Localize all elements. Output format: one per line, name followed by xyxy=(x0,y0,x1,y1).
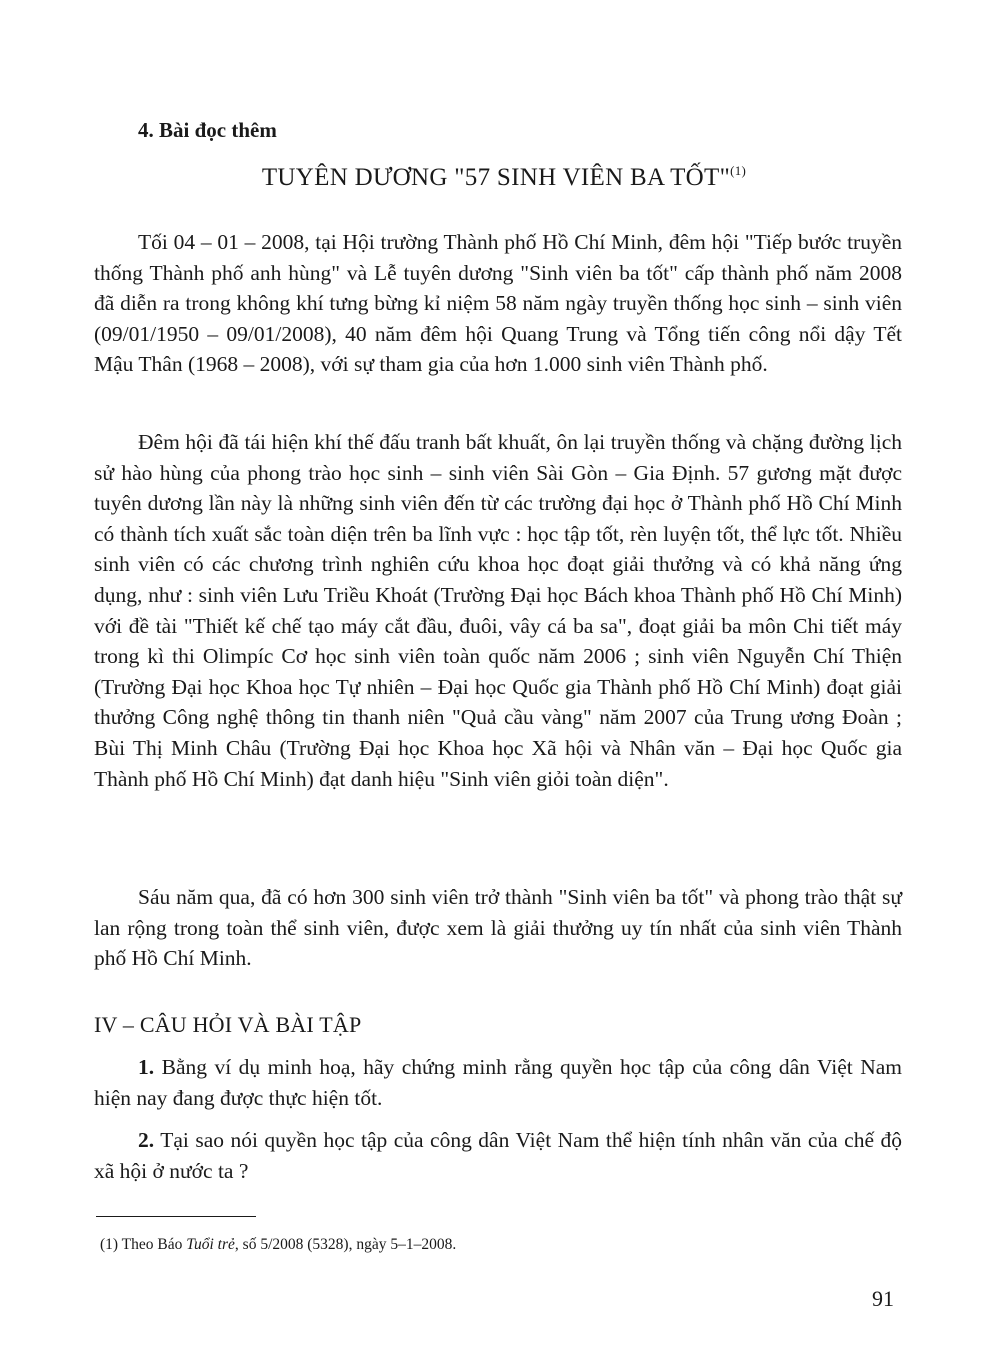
title-footnote-marker: (1) xyxy=(730,163,747,178)
article-paragraph-1: Tối 04 – 01 – 2008, tại Hội trường Thành phố Hồ Chí Minh, đêm hội "Tiếp bước truyền thống Thành phố anh hùng" và Lễ tuyên dương "Sinh viên ba tốt" cấp thành phố năm 2008 đã diễn ra trong không khí tưng bừng kỉ niệm 58 năm ngày truyền thống học sinh – sinh viên (09/01/1950 – 09/01/2008), 40 năm đêm hội Quang Trung và Tổng tiến công nổi dậy Tết Mậu Thân (1968 – 2008), với sự tham gia của hơn 1.000 sinh viên Thành phố. xyxy=(94,230,902,377)
article-title-text: TUYÊN DƯƠNG "57 SINH VIÊN BA TỐT" xyxy=(261,164,731,191)
question-1-text: Bằng ví dụ minh hoạ, hãy chứng minh rằng quyền học tập của công dân Việt Nam hiện nay đang được thực hiện tốt. xyxy=(94,1055,902,1110)
question-1-number: 1. xyxy=(138,1055,155,1079)
question-2 xyxy=(94,1125,902,1186)
question-2-number: 2. xyxy=(138,1128,155,1152)
article-paragraph-3: Sáu năm qua, đã có hơn 300 sinh viên trở thành "Sinh viên ba tốt" và phong trào thật sự lan rộng trong toàn thể sinh viên, được xem là giải thưởng uy tín nhất của sinh viên Thành phố Hồ Chí Minh. xyxy=(94,885,902,971)
footnote-source: Tuổi trẻ xyxy=(186,1236,235,1253)
footnote-suffix: , số 5/2008 (5328), ngày 5–1–2008. xyxy=(234,1236,457,1253)
footnote xyxy=(100,1236,456,1254)
page-number: 91 xyxy=(872,1286,894,1311)
footnote-divider xyxy=(96,1216,256,1217)
question-2-text: Tại sao nói quyền học tập của công dân Việt Nam thể hiện tính nhân văn của chế độ xã hội ở nước ta ? xyxy=(94,1128,902,1183)
questions-heading: IV – CÂU HỎI VÀ BÀI TẬP xyxy=(94,1012,362,1037)
question-1 xyxy=(94,1052,902,1113)
article-paragraph-2: Đêm hội đã tái hiện khí thế đấu tranh bất khuất, ôn lại truyền thống và chặng đường lịch sử hào hùng của phong trào học sinh – sinh viên Sài Gòn – Gia Định. 57 gương mặt được tuyên dương lần này là những sinh viên đến từ các trường đại học ở Thành phố Hồ Chí Minh có thành tích xuất sắc toàn diện trên ba lĩnh vực : học tập tốt, rèn luyện tốt, thể lực tốt. Nhiều sinh viên có các chương trình nghiên cứu khoa học đoạt giải thưởng và có khả năng ứng dụng, như : sinh viên Lưu Triều Khoát (Trường Đại học Bách khoa Thành phố Hồ Chí Minh) với đề tài "Thiết kế chế tạo máy cắt đầu, đuôi, vây cá ba sa", đoạt giải ba môn Chi tiết máy trong kì thi Olimpíc Cơ học sinh viên toàn quốc năm 2006 ; sinh viên Nguyễn Chí Thiện (Trường Đại học Khoa học Tự nhiên – Đại học Quốc gia Thành phố Hồ Chí Minh) đoạt giải thưởng Công nghệ thông tin thanh niên "Quả cầu vàng" năm 2007 của Trung ương Đoàn ; Bùi Thị Minh Châu (Trường Đại học Khoa học Xã hội và Nhân văn – Đại học Quốc gia Thành phố Hồ Chí Minh) đạt danh hiệu "Sinh viên giỏi toàn diện". xyxy=(94,430,902,791)
section-heading: 4. Bài đọc thêm xyxy=(138,118,277,142)
article-title xyxy=(0,163,1008,192)
footnote-prefix: (1) Theo Báo xyxy=(100,1236,187,1253)
